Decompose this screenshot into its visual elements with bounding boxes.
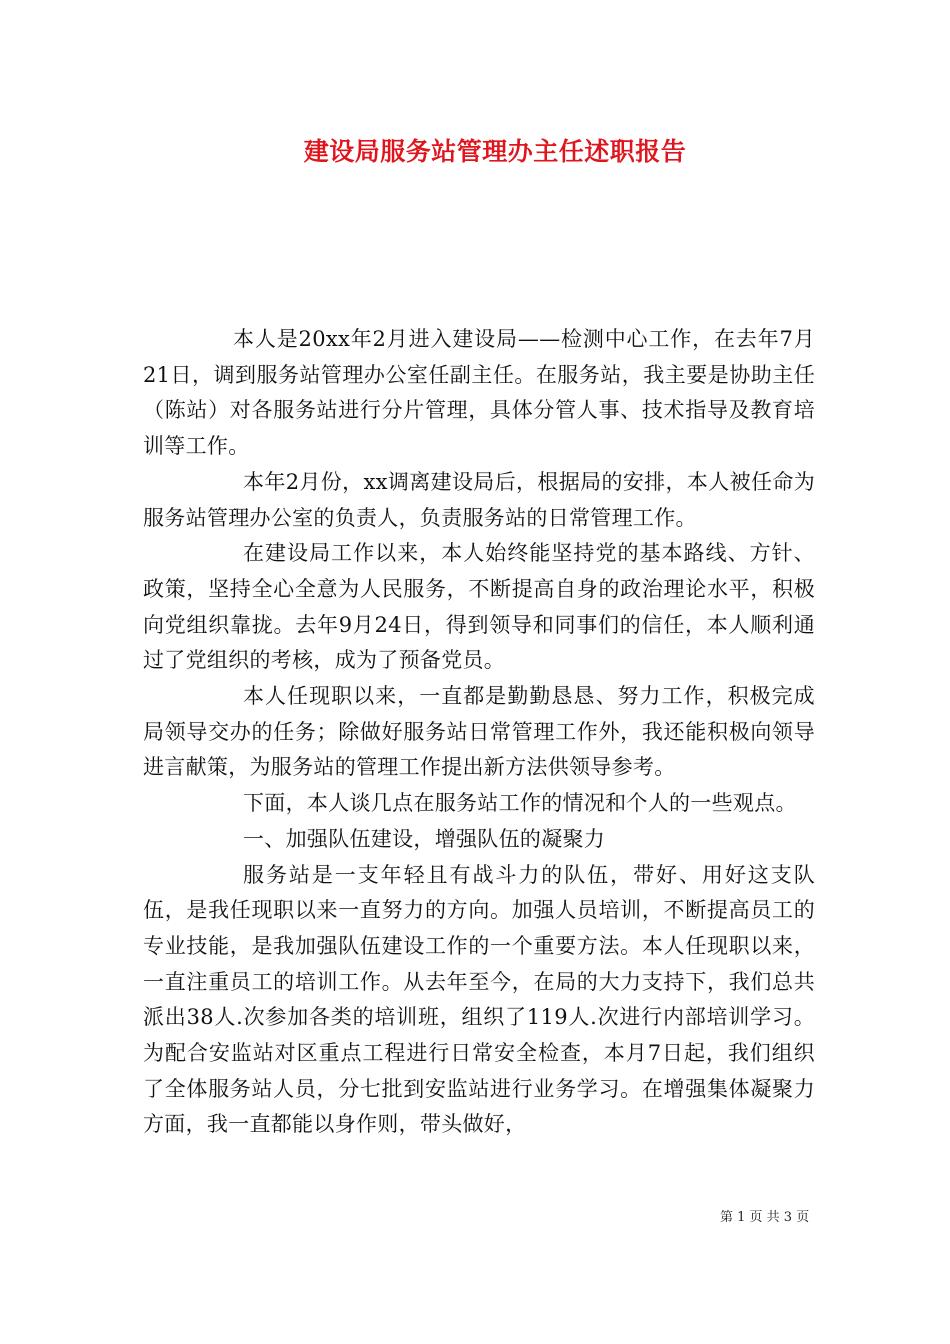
paragraph: 在建设局工作以来，本人始终能坚持党的基本路线、方针、政策，坚持全心全意为人民服务，不断提高自身的政治理论水平，积极向党组织靠拢。去年9月24日，得到领导和同事们的信任，本人顺利通过了党组织的考核，成为了预备党员。 <box>143 541 815 673</box>
paragraph: 下面，本人谈几点在服务站工作的情况和个人的一些观点。 <box>243 791 797 816</box>
document-body <box>143 322 815 1143</box>
paragraph: 本人任现职以来，一直都是勤勤恳恳、努力工作，积极完成局领导交办的任务；除做好服务站日常管理工作外，我还能积极向领导进言献策，为服务站的管理工作提出新方法供领导参考。 <box>143 684 815 780</box>
paragraph: 本年2月份，xx调离建设局后，根据局的安排，本人被任命为服务站管理办公室的负责人，负责服务站的日常管理工作。 <box>143 469 815 530</box>
document-title: 建设局服务站管理办主任述职报告 <box>303 137 687 166</box>
paragraph: 服务站是一支年轻且有战斗力的队伍，带好、用好这支队伍，是我任现职以来一直努力的方向。加强人员培训，不断提高员工的专业技能，是我加强队伍建设工作的一个重要方法。本人任现职以来，一直注重员工的培训工作。从去年至今，在局的大力支持下，我们总共派出38人.次参加各类的培训班，组织了119人.次进行内部培训学习。为配合安监站对区重点工程进行日常安全检查，本月7日起，我们组织了全体服务站人员，分七批到安监站进行业务学习。在增强集体凝聚力方面，我一直都能以身作则，带头做好， <box>143 862 815 1137</box>
page-number: 第 1 页 共 3 页 <box>720 1210 810 1225</box>
section-heading: 一、加强队伍建设，增强队伍的凝聚力 <box>243 826 606 851</box>
paragraph: 本人是20xx年2月进入建设局——检测中心工作，在去年7月21日，调到服务站管理办公室任副主任。在服务站，我主要是协助主任（陈站）对各服务站进行分片管理，具体分管人事、技术指导及教育培训等工作。 <box>143 327 815 459</box>
